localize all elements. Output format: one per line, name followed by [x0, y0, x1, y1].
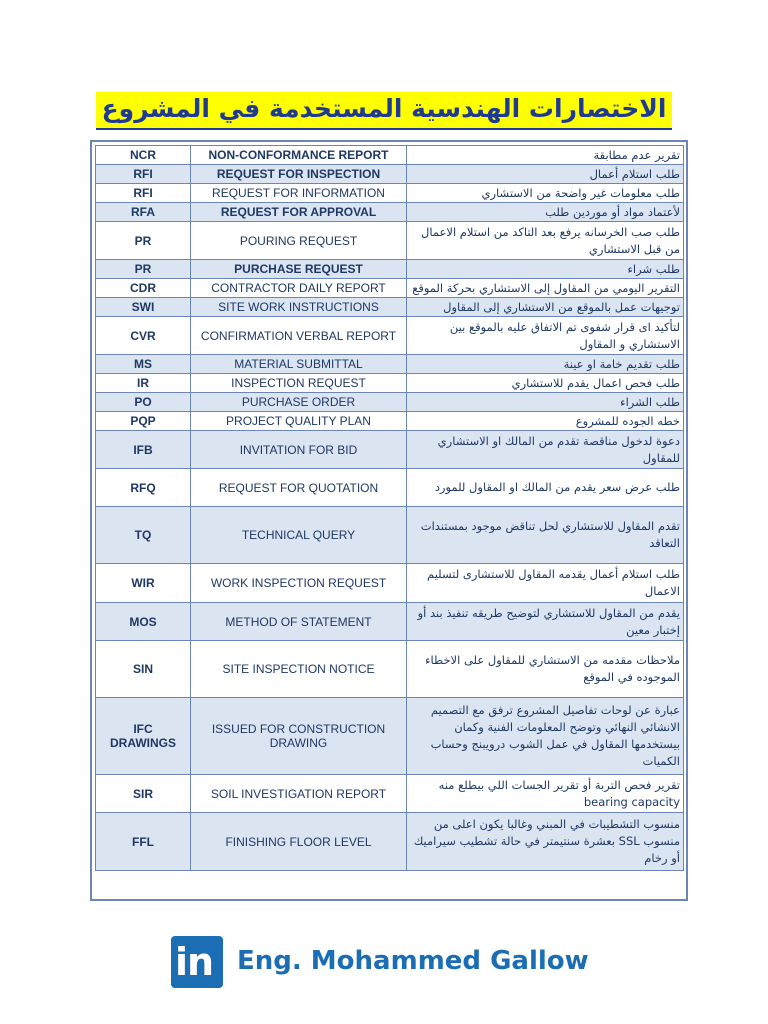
table-row: [96, 317, 684, 355]
abbreviation-cell: PQP: [96, 412, 191, 431]
english-description-cell: SITE WORK INSTRUCTIONS: [191, 298, 407, 317]
table-row: [96, 279, 684, 298]
abbreviation-cell: IR: [96, 374, 191, 393]
arabic-description-cell: طلب عرض سعر يقدم من المالك او المقاول للمورد: [407, 469, 684, 507]
table-row: [96, 412, 684, 431]
arabic-description-cell: طلب فحص اعمال يقدم للاستشاري: [407, 374, 684, 393]
table-row: [96, 641, 684, 698]
english-description-cell: TECHNICAL QUERY: [191, 507, 407, 564]
arabic-description-cell: طلب صب الخرسانه يرفع بعد التاكد من استلام الاعمال من قبل الاستشاري: [407, 222, 684, 260]
abbreviation-cell: NCR: [96, 146, 191, 165]
arabic-description-cell: طلب استلام أعمال: [407, 165, 684, 184]
abbreviation-cell: IFC DRAWINGS: [96, 698, 191, 775]
arabic-description-cell: طلب تقديم خامة او عينة: [407, 355, 684, 374]
arabic-description-cell: عبارة عن لوحات تفاصيل المشروع ترفق مع التصميم الانشائي النهائي وتوضح المعلومات الفنية وكمان بيستخدمها المقاول في عمل الشوب درويبنج وحساب الكميات: [407, 698, 684, 775]
table-row: [96, 298, 684, 317]
table-row: [96, 260, 684, 279]
english-description-cell: FINISHING FLOOR LEVEL: [191, 813, 407, 871]
english-description-cell: INSPECTION REQUEST: [191, 374, 407, 393]
arabic-description-cell: تقرير فحص التربة أو تقرير الجسات اللي بيطلع منه bearing capacity: [407, 775, 684, 813]
abbreviation-cell: SWI: [96, 298, 191, 317]
arabic-description-cell: لتأكيد اى قرار شفوى تم الاتفاق عليه بالموقع بين الاستشاري و المقاول: [407, 317, 684, 355]
english-description-cell: ISSUED FOR CONSTRUCTION DRAWING: [191, 698, 407, 775]
english-description-cell: POURING REQUEST: [191, 222, 407, 260]
abbreviation-cell: MS: [96, 355, 191, 374]
abbreviation-cell: IFB: [96, 431, 191, 469]
abbreviation-cell: RFI: [96, 184, 191, 203]
arabic-description-cell: خطه الجوده للمشروع: [407, 412, 684, 431]
arabic-description-cell: تقرير عدم مطابقة: [407, 146, 684, 165]
arabic-description-cell: دعوة لدخول مناقصة تقدم من المالك او الاستشاري للمقاول: [407, 431, 684, 469]
english-description-cell: WORK INSPECTION REQUEST: [191, 564, 407, 603]
english-description-cell: PURCHASE ORDER: [191, 393, 407, 412]
english-description-cell: METHOD OF STATEMENT: [191, 603, 407, 641]
arabic-description-cell: طلب الشراء: [407, 393, 684, 412]
abbreviation-cell: RFI: [96, 165, 191, 184]
english-description-cell: CONFIRMATION VERBAL REPORT: [191, 317, 407, 355]
english-description-cell: INVITATION FOR BID: [191, 431, 407, 469]
table-row: [96, 469, 684, 507]
abbreviation-cell: CVR: [96, 317, 191, 355]
abbreviation-cell: MOS: [96, 603, 191, 641]
english-description-cell: PURCHASE REQUEST: [191, 260, 407, 279]
table-row: [96, 813, 684, 871]
arabic-description-cell: طلب شراء: [407, 260, 684, 279]
abbreviations-table-frame: [90, 140, 688, 901]
table-row: [96, 146, 684, 165]
arabic-description-cell: منسوب التشطيبات في المبني وغالبا يكون اعلى من منسوب SSL بعشرة سنتيمتر في حالة تشطيب سيراميك أو رخام: [407, 813, 684, 871]
abbreviation-cell: RFQ: [96, 469, 191, 507]
table-row: [96, 698, 684, 775]
linkedin-logo-text: in: [175, 940, 214, 984]
english-description-cell: SITE INSPECTION NOTICE: [191, 641, 407, 698]
english-description-cell: REQUEST FOR APPROVAL: [191, 203, 407, 222]
abbreviation-cell: SIN: [96, 641, 191, 698]
table-row: [96, 165, 684, 184]
english-description-cell: SOIL INVESTIGATION REPORT: [191, 775, 407, 813]
arabic-description-cell: طلب معلومات غير واضحة من الاستشاري: [407, 184, 684, 203]
arabic-description-cell: توجيهات عمل بالموقع من الاستشاري إلى المقاول: [407, 298, 684, 317]
abbreviation-cell: WIR: [96, 564, 191, 603]
table-body: [96, 146, 684, 871]
english-description-cell: PROJECT QUALITY PLAN: [191, 412, 407, 431]
table-row: [96, 564, 684, 603]
arabic-description-cell: طلب استلام أعمال يقدمه المقاول للاستشارى لتسليم الاعمال: [407, 564, 684, 603]
table-row: [96, 507, 684, 564]
abbreviations-table: [95, 145, 684, 871]
abbreviation-cell: PR: [96, 222, 191, 260]
abbreviation-cell: TQ: [96, 507, 191, 564]
table-row: [96, 374, 684, 393]
table-row: [96, 775, 684, 813]
arabic-description-cell: تقدم المقاول للاستشاري لحل تناقض موجود بمستندات التعاقد: [407, 507, 684, 564]
abbreviation-cell: SIR: [96, 775, 191, 813]
abbreviation-cell: PO: [96, 393, 191, 412]
table-row: [96, 184, 684, 203]
table-row: [96, 203, 684, 222]
arabic-description-cell: التقرير اليومي من المقاول إلى الاستشاري بحركة الموقع: [407, 279, 684, 298]
abbreviation-cell: FFL: [96, 813, 191, 871]
english-description-cell: MATERIAL SUBMITTAL: [191, 355, 407, 374]
english-description-cell: REQUEST FOR INSPECTION: [191, 165, 407, 184]
author-name: Eng. Mohammed Gallow: [237, 946, 589, 976]
table-row: [96, 603, 684, 641]
abbreviation-cell: PR: [96, 260, 191, 279]
table-row: [96, 355, 684, 374]
abbreviation-cell: RFA: [96, 203, 191, 222]
abbreviation-cell: CDR: [96, 279, 191, 298]
english-description-cell: CONTRACTOR DAILY REPORT: [191, 279, 407, 298]
english-description-cell: NON-CONFORMANCE REPORT: [191, 146, 407, 165]
arabic-description-cell: ملاحظات مقدمه من الاستشاري للمقاول على الاخطاء الموجوده في الموقع: [407, 641, 684, 698]
linkedin-icon[interactable]: [171, 936, 223, 988]
title-wrap: [0, 92, 768, 130]
arabic-description-cell: يقدم من المقاول للاستشاري لتوضيح طريقه تنفيذ بند أو إختبار معين: [407, 603, 684, 641]
arabic-description-cell: لأعتماد مواد أو موردين طلب: [407, 203, 684, 222]
table-row: [96, 222, 684, 260]
page-title: الاختصارات الهندسية المستخدمة في المشروع: [96, 92, 673, 130]
table-row: [96, 393, 684, 412]
english-description-cell: REQUEST FOR INFORMATION: [191, 184, 407, 203]
english-description-cell: REQUEST FOR QUOTATION: [191, 469, 407, 507]
table-row: [96, 431, 684, 469]
